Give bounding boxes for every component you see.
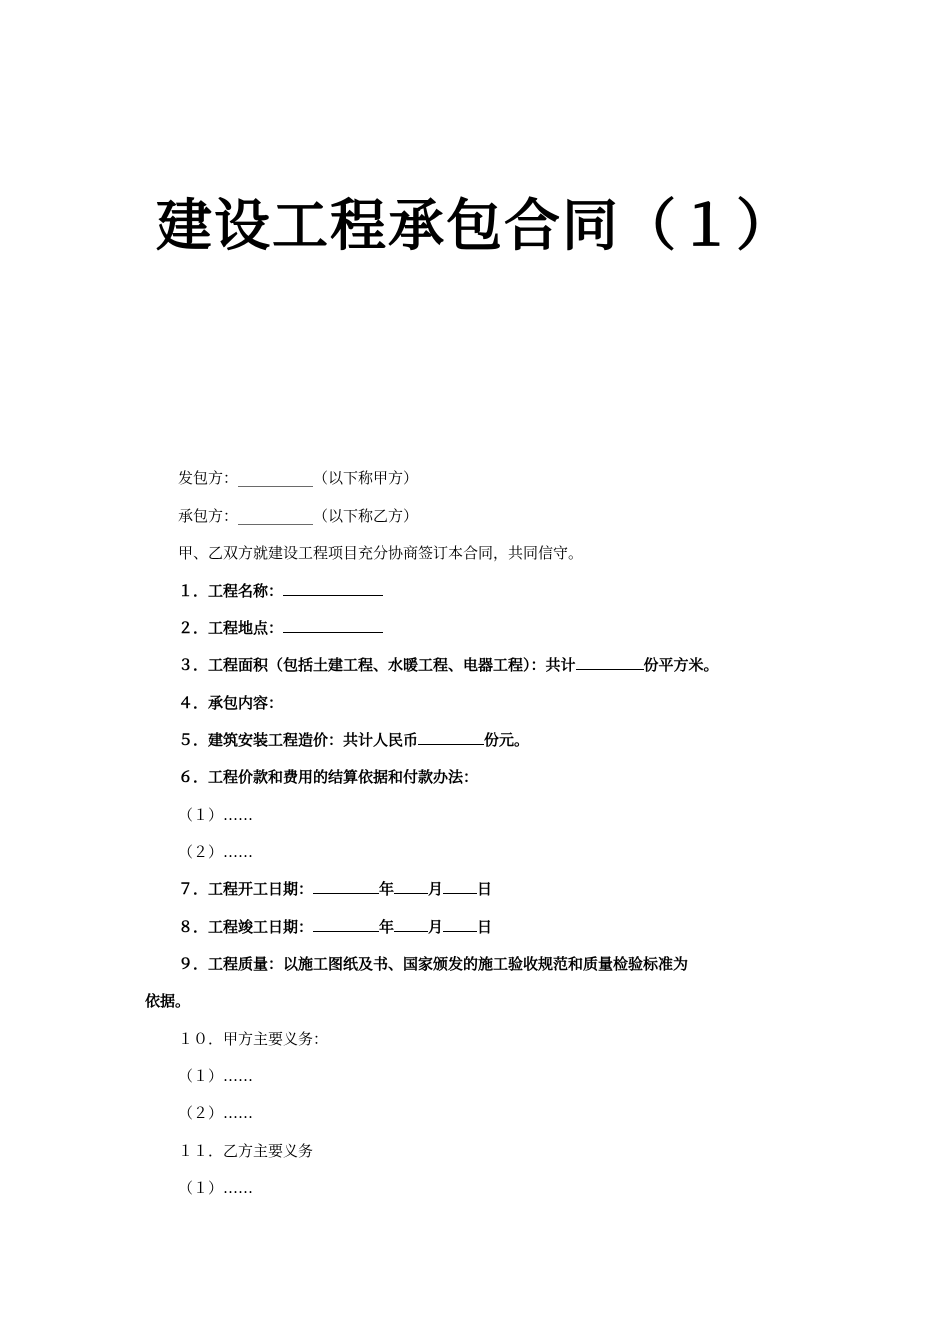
- clause-1-label: １．工程名称：: [178, 582, 284, 600]
- party-b-note: （以下称乙方）: [313, 507, 419, 525]
- clause-9: ９．工程质量：以施工图纸及书、国家颁发的施工验收规范和质量检验标准为: [178, 955, 689, 973]
- intro-text: 甲、乙双方就建设工程项目充分协商签订本合同，共同信守。: [178, 544, 584, 562]
- clause-9-continuation: 依据。: [145, 992, 191, 1010]
- clause-6-item-1: （１）……: [178, 806, 254, 824]
- party-a-note: （以下称甲方）: [313, 469, 419, 487]
- clause-2-label: ２．工程地点：: [178, 619, 284, 637]
- party-b-line: [178, 506, 418, 526]
- day-label: 日: [477, 880, 493, 898]
- clause-3-label: ３．工程面积（包括土建工程、水暖工程、电器工程）：共计: [178, 656, 576, 674]
- blank-line: [443, 917, 477, 932]
- blank-line: [394, 879, 428, 894]
- blank-line: [394, 917, 428, 932]
- clause-1: [178, 581, 383, 601]
- clause-2: [178, 618, 383, 638]
- clause-7-label: ７．工程开工日期：: [178, 880, 314, 898]
- clause-5-suffix: 份元。: [484, 731, 530, 749]
- blank-line: [418, 730, 484, 745]
- blank-line: [283, 581, 383, 596]
- clause-5-label: ５．建筑安装工程造价：共计人民币: [178, 731, 419, 749]
- clause-7: [178, 879, 492, 899]
- party-a-blank: __________: [238, 469, 314, 487]
- blank-line: [313, 917, 379, 932]
- clause-11-item-1: （１）……: [178, 1179, 254, 1197]
- year-label: 年: [379, 880, 395, 898]
- blank-line: [443, 879, 477, 894]
- clause-8: [178, 917, 492, 937]
- party-b-label: 承包方：: [178, 507, 239, 525]
- month-label: 月: [428, 918, 444, 936]
- clause-8-label: ８．工程竣工日期：: [178, 918, 314, 936]
- blank-line: [576, 655, 644, 670]
- party-b-blank: __________: [238, 507, 314, 525]
- clause-4: ４．承包内容：: [178, 694, 284, 712]
- blank-line: [283, 618, 383, 633]
- clause-10: １０．甲方主要义务：: [178, 1030, 329, 1048]
- blank-line: [313, 879, 379, 894]
- clause-10-item-1: （１）……: [178, 1067, 254, 1085]
- clause-6-item-2: （２）……: [178, 843, 254, 861]
- month-label: 月: [428, 880, 444, 898]
- year-label: 年: [379, 918, 395, 936]
- clause-3: [178, 655, 719, 675]
- clause-11: １１．乙方主要义务: [178, 1142, 314, 1160]
- party-a-line: [178, 468, 418, 488]
- party-a-label: 发包方：: [178, 469, 239, 487]
- page-title: 建设工程承包合同（１）: [156, 193, 794, 259]
- day-label: 日: [477, 918, 493, 936]
- clause-6: ６．工程价款和费用的结算依据和付款办法：: [178, 768, 479, 786]
- clause-10-item-2: （２）……: [178, 1104, 254, 1122]
- clause-3-suffix: 份平方米。: [643, 656, 719, 674]
- clause-5: [178, 730, 529, 750]
